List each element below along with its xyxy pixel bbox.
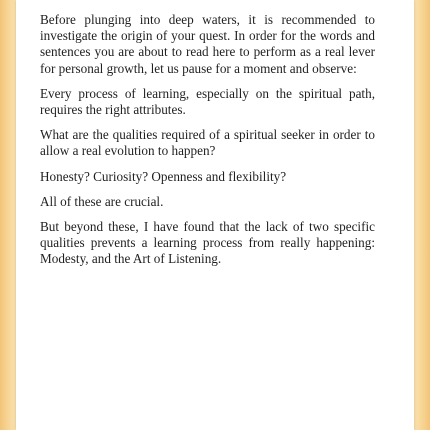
- paragraph-crucial: All of these are crucial.: [40, 193, 164, 209]
- paragraph-honesty-curiosity: Honesty? Curiosity? Openness and flexibility?: [40, 168, 287, 184]
- paragraph-intro: Before plunging into deep waters, it is recommended to investigate the origin of your quest. In order for the words and sentences you are about to read here to perform as a real lever for personal growth, let us pause for a moment and observe:: [40, 12, 375, 76]
- left-background-margin: [0, 0, 16, 430]
- paragraph-qualities-question: What are the qualities required of a spiritual seeker in order to allow a real evolution to happen?: [40, 127, 375, 159]
- paragraph-learning-process: Every process of learning, especially on the spiritual path, requires the right attributes.: [40, 85, 375, 118]
- right-background-margin: [414, 0, 430, 430]
- paragraph-modesty-listening: But beyond these, I have found that the lack of two specific qualities prevents a learning process from really happening: Modesty, and the Art of Listening.: [40, 219, 375, 267]
- document-text-body: [40, 12, 375, 277]
